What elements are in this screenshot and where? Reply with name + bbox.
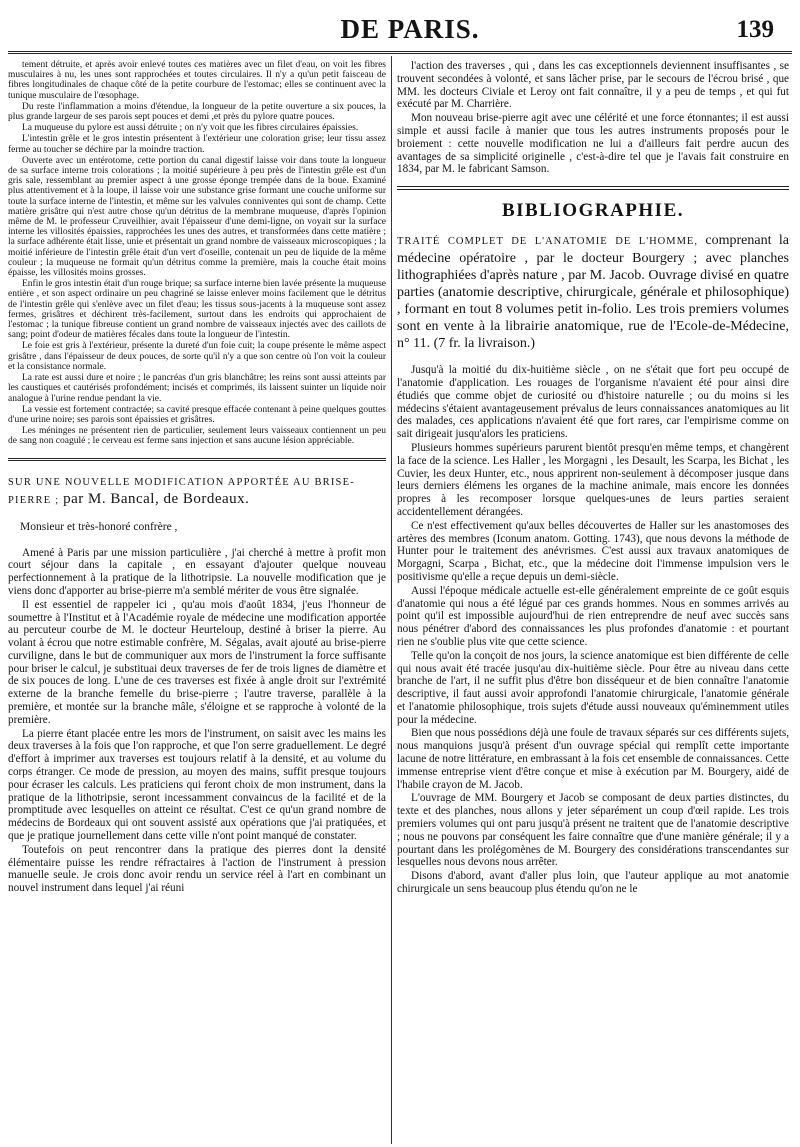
article-title-author: par M. Bancal, de Bordeaux. — [63, 490, 250, 507]
column-divider — [391, 56, 392, 1144]
paragraph: Aussi l'époque médicale actuelle est-elle généralement empreinte de ce goût esquis d'anatomie qui nous a été légué par ces grands hommes. Nous en sommes arrivés au point qu'il est impossible aujourd'hui de rien entreprendre de neuf avec succès sans nous pénétrer d'abord des connaissances les plus profondes d'anatomie : et pourtant rien ne s'oublie plus vite que cette science. — [397, 584, 789, 648]
paragraph: Mon nouveau brise-pierre agit avec une célérité et une force étonnantes; il est aussi simple et aussi facile à manier que tous les autres instruments proposés pour le broiement : cette nouvelle modification ne lui a d'ailleurs fait perdre aucun des avantages de sa simplicité originelle , c'est-à-dire tel que je l'avais fait construire en 1834, par M. le fabricant Samson. — [397, 112, 789, 176]
letter-salutation: Monsieur et très-honoré confrère , — [20, 520, 178, 533]
paragraph: Jusqu'à la moitié du dix-huitième siècle , on ne s'était que fort peu occupé de l'anatomie d'application. Les rouages de l'organisme n'avaient été pour ainsi dire étudiés que comme objet de curiosité ou d'histoire naturelle ; ou du moins si les médecins s'étaient avantageusement prévalus de leurs connaissances anatomiques au lit des malades, ces applications n'avaient été que fort rares, car l'empirisme comme on sait dirigeait jusqu'alors les praticiens. — [397, 364, 789, 441]
letter-continuation — [397, 60, 789, 176]
section-heading: BIBLIOGRAPHIE. — [501, 200, 684, 222]
paragraph: Telle qu'on la conçoit de nos jours, la science anatomique est bien différente de celle qui nous avait été tracée jusqu'au dix-huitième siècle. Pour être au niveau dans cette branche de l'art, il ne suffit plus d'être bon disséqueur et de bien connaître l'anatomie descriptive, il faut aussi avoir approfondi l'anatomie chirurgicale, l'anatomie générale et l'anatomie philosophique, trois sujets d'étude aussi nouveaux qu'éminemment utiles pour la médecine. — [397, 649, 789, 726]
paragraph: Les méninges ne présentent rien de particulier, seulement leurs vaisseaux contiennent un peu de sang non coagulé ; le cerveau est ferme sans injection et sans aucune lésion appréciable. — [8, 426, 386, 447]
section-separator — [397, 186, 789, 190]
paragraph: Du reste l'inflammation a moins d'étendue, la longueur de la petite ouverture a six pouces, la plus grande largeur de ses parois sept pouces et demi ,et près du pylore quatre pouces. — [8, 101, 386, 123]
article-title-caps: SUR UNE NOUVELLE MODIFICATION APPORTÉE AU BRISE-PIERRE ; — [8, 476, 355, 506]
article-title — [8, 473, 386, 509]
paragraph: Ce n'est effectivement qu'aux belles découvertes de Haller sur les anastomoses des artères des membres (Iconum anatom. Gotting. 1743), que nous devons la méthode de Hunter pour le traitement des anévrismes. C'est aussi aux travaux anatomiques de Morgagni, Scarpa , Bichat, etc., que la médecine doit l'immense impulsion vers le positivisme qu'elle a reçue depuis un demi-siècle. — [397, 519, 789, 583]
letter-body — [8, 547, 386, 896]
paragraph: La pierre étant placée entre les mors de l'instrument, on saisit avec les mains les deux traverses à la fois que l'on rapproche, et que l'on serre graduellement. Le degré d'effort à imprimer aux traverses est toujours relatif à la densité, et au volume du corps étranger. Ce mode de pression, au moyen des mains, suffit presque toujours pour écraser les calculs. Les praticiens qui feront choix de mon instrument, dans la pratique de la lithotripsie, seront incessamment convaincus de la facilité et de la promptitude avec lesquelles on atteint ce résultat. C'est ce qu'un grand nombre de médecins de Bordeaux qui ont souvent assisté aux opérations que j'ai pratiquées, et que je pratique journellement dans cette ville n'ont point manqué de constater. — [8, 727, 386, 843]
paragraph: l'action des traverses , qui , dans les cas exceptionnels deviennent insuffisantes , se trouvent secondées à volonté, et sans lâcher prise, par le secours de l'écrou brisé , que MM. les docteurs Civiale et Leroy ont fait connaître, il y a peu de temps , et qui fut exécuté par M. Charrière. — [397, 60, 789, 111]
paragraph: Enfin le gros intestin était d'un rouge brique; sa surface interne bien lavée présente la muqueuse entière , et son aspect ordinaire un peu chagriné se laisse enlever moins facilement que le détritus de l'intestin grêle qui s'enlève avec un filet d'eau; les tissus sous-jacents à la muqueuse sont assez fermes, grisâtres et déchirent très-facilement, surtout dans les endroits qui approchaient de l'estomac ; la tunique fibreuse contient un grand nombre de vaisseaux injectés avec des caillots de sang; point d'odeur de matières fécales dans toute la longueur de l'intestin. — [8, 279, 386, 341]
paragraph: Ouverte avec un entérotome, cette portion du canal digestif laisse voir dans toute la longueur de sa surface interne trois colorations ; la moitié supérieure à peu près de l'intestin grêle est d'un gris sale, ressemblant au premier aspect à une grosse éponge trempée dans de la boue. Examiné plus attentivement et à la loupe, il laisse voir une substance grise formant une couche uniforme sur toute la surface interne de l'intestin, et même sur les valvules conniventes qui sont de champ. Cette matière grisâtre qui n'est autre chose qu'un détritus de la membrane muqueuse, d'après l'opinion même de M. le professeur Cruveilhier, avait l'épaisseur d'une demi-ligne, on voyait sur la surface interne les villosités épaissies, rapprochées les unes des autres, et transformées dans cette matière ; la surface adhérente était lisse, unie et présentait un grand nombre de vaisseaux microscopiques ; la moitié inférieure de l'intestin grêle était d'un vert d'oseille, contenait un peu de liquide de la même couleur ; la muqueuse ne formait qu'un détritus comme la première, mais la couche était moins épaisse, les villosités moins grosses. — [8, 155, 386, 279]
paragraph: L'intestin grêle et le gros intestin présentent à l'extérieur une coloration grise; leur tissu assez ferme au toucher se déchire par la moindre traction. — [8, 134, 386, 155]
paragraph: Bien que nous possédions déjà une foule de travaux séparés sur ces différents sujets, nous manquions jusqu'à présent d'un ouvrage spécial qui remplît cette importante lacune de notre littérature, en embrassant à la fois cet ensemble de connaissances. Cette immense entreprise vient d'être conçue et mise à exécution par M. Bourgery, aidé de l'habile crayon de M. Jacob. — [397, 727, 789, 791]
book-title-details: comprenant la médecine opératoire , par le docteur Bourgery ; avec planches lithographiées d'après nature , par M. Jacob. Ouvrage divisé en quatre parties (anatomie descriptive, chirurgicale, générale et philosophique) , formant en tout 8 volumes petit in-folio. Les trois premiers volumes sont en vente à la librairie anatomique, rue de l'Ecole-de-Médecine, n° 11. (7 fr. la livraison.) — [397, 233, 789, 352]
paragraph: Toutefois on peut rencontrer dans la pratique des pierres dont la densité élémentaire puisse les rendre réfractaires à l'action de l'instrument à pression manuelle seule. Je crois donc avoir rendu un service réel à l'art en combinant un nouvel instrument dans lequel j'ai réuni — [8, 843, 386, 895]
book-title — [397, 232, 789, 352]
section-separator — [8, 458, 386, 461]
paragraph: L'ouvrage de MM. Bourgery et Jacob se composant de deux parties distinctes, du texte et des planches, nous allons y jeter séparément un coup d'œil rapide. Les trois premiers volumes qui ont paru jusqu'à présent ne traitent que de l'anatomie descriptive ; nous ne pouvons par conséquent les faire connaître que d'une manière générale; il y a pourtant dans les prolégomènes de M. Bourgery des considérations transcendantes sur lesquelles nous devons nous arrêter. — [397, 792, 789, 869]
left-column — [8, 60, 386, 1142]
paragraph: Amené à Paris par une mission particulière , j'ai cherché à mettre à profit mon court séjour dans la capitale , en essayant d'ajouter quelque nouveau perfectionnement à la pratique de la lithotripsie. La nouvelle modification que je viens donc d'apporter au brise-pierre m'a semblé mériter de vous être signalée. — [8, 546, 386, 597]
page-header — [0, 0, 800, 52]
running-title: DE PARIS. — [340, 14, 480, 44]
paragraph: La muqueuse du pylore est aussi détruite ; on n'y voit que les fibres circulaires épaissies. — [22, 123, 359, 134]
header-rule — [8, 51, 792, 54]
paragraph: La vessie est fortement contractée; sa cavité presque effacée contenant à peine quelques gouttes d'une urine noire; ses parois sont épaissies et grisâtres. — [8, 404, 386, 425]
page-number: 139 — [736, 16, 774, 43]
paragraph: La rate est aussi dure et noire ; le pancréas d'un gris blanchâtre; les reins sont aussi atteints par les caustiques et cautérisés profondément; incisés et comprimés, ils laissent suinter un liquide noir analogue à l'urine rendue pendant la vie. — [8, 373, 386, 404]
autopsy-report-continuation — [8, 60, 386, 447]
right-column — [397, 60, 789, 1142]
book-title-caps: TRAITÉ COMPLET DE L'ANATOMIE DE L'HOMME, — [397, 236, 698, 248]
paragraph: Plusieurs hommes supérieurs parurent bientôt presqu'en même temps, et changèrent la face de la science. Les Haller , les Morgagni , les Desault, les Scarpa, les Bichat , les Cuvier, les deux Hunter, etc., nous apprirent non-seulement à décomposer jusque dans leurs derniers élémens les organes de la machine animale, mais encore les données propres à les recomposer lorsque quelques-unes de leurs parties seraient accidentellement dérangées. — [397, 441, 789, 518]
paragraph: Disons d'abord, avant d'aller plus loin, que l'auteur applique au mot anatomie chirurgicale un sens beaucoup plus étendu qu'on ne le — [397, 870, 789, 896]
book-review-body — [397, 364, 789, 896]
paragraph: Il est essentiel de rappeler ici , qu'au mois d'août 1834, j'eus l'honneur de soumettre à l'Institut et à l'Académie royale de médecine une modification apportée au percuteur courbe de M. le docteur Heurteloup, destiné à briser la pierre. Au volant à écrou que notre estimable confrère, M. Ségalas, avait ajouté au brise-pierre curviligne, dans le but de communiquer aux mors de l'instrument la force suffisante pour briser le calcul, je substituai deux traverses de fer de trois lignes de diamètre et de six pouces de long. L'une de ces traverses est fixée à angle droit sur l'extrémité externe de la branche femelle du brise-pierre ; l'autre traverse, parallèle à la première, et montée sur la branche mâle, s'éloigne et se rapproche à volonté de la première. — [8, 598, 386, 726]
paragraph: Le foie est gris à l'extérieur, présente la dureté d'un foie cuit; la coupe présente le même aspect grisâtre , dans l'épaisseur de deux pouces, de sorte qu'il n'y a que son centre où l'on voit la couleur et la consistance normale. — [8, 341, 386, 372]
paragraph: tement détruite, et après avoir enlevé toutes ces matières avec un filet d'eau, on voit les fibres musculaires à nu, les unes sont rapprochées et toutes circulaires. Il n'y a qu'un petit faisceau de fibres longitudinales de chaque côté de la petite courbure de l'estomac; elles se continuent avec la tunique musculaire de l'œsophage. — [8, 60, 386, 101]
